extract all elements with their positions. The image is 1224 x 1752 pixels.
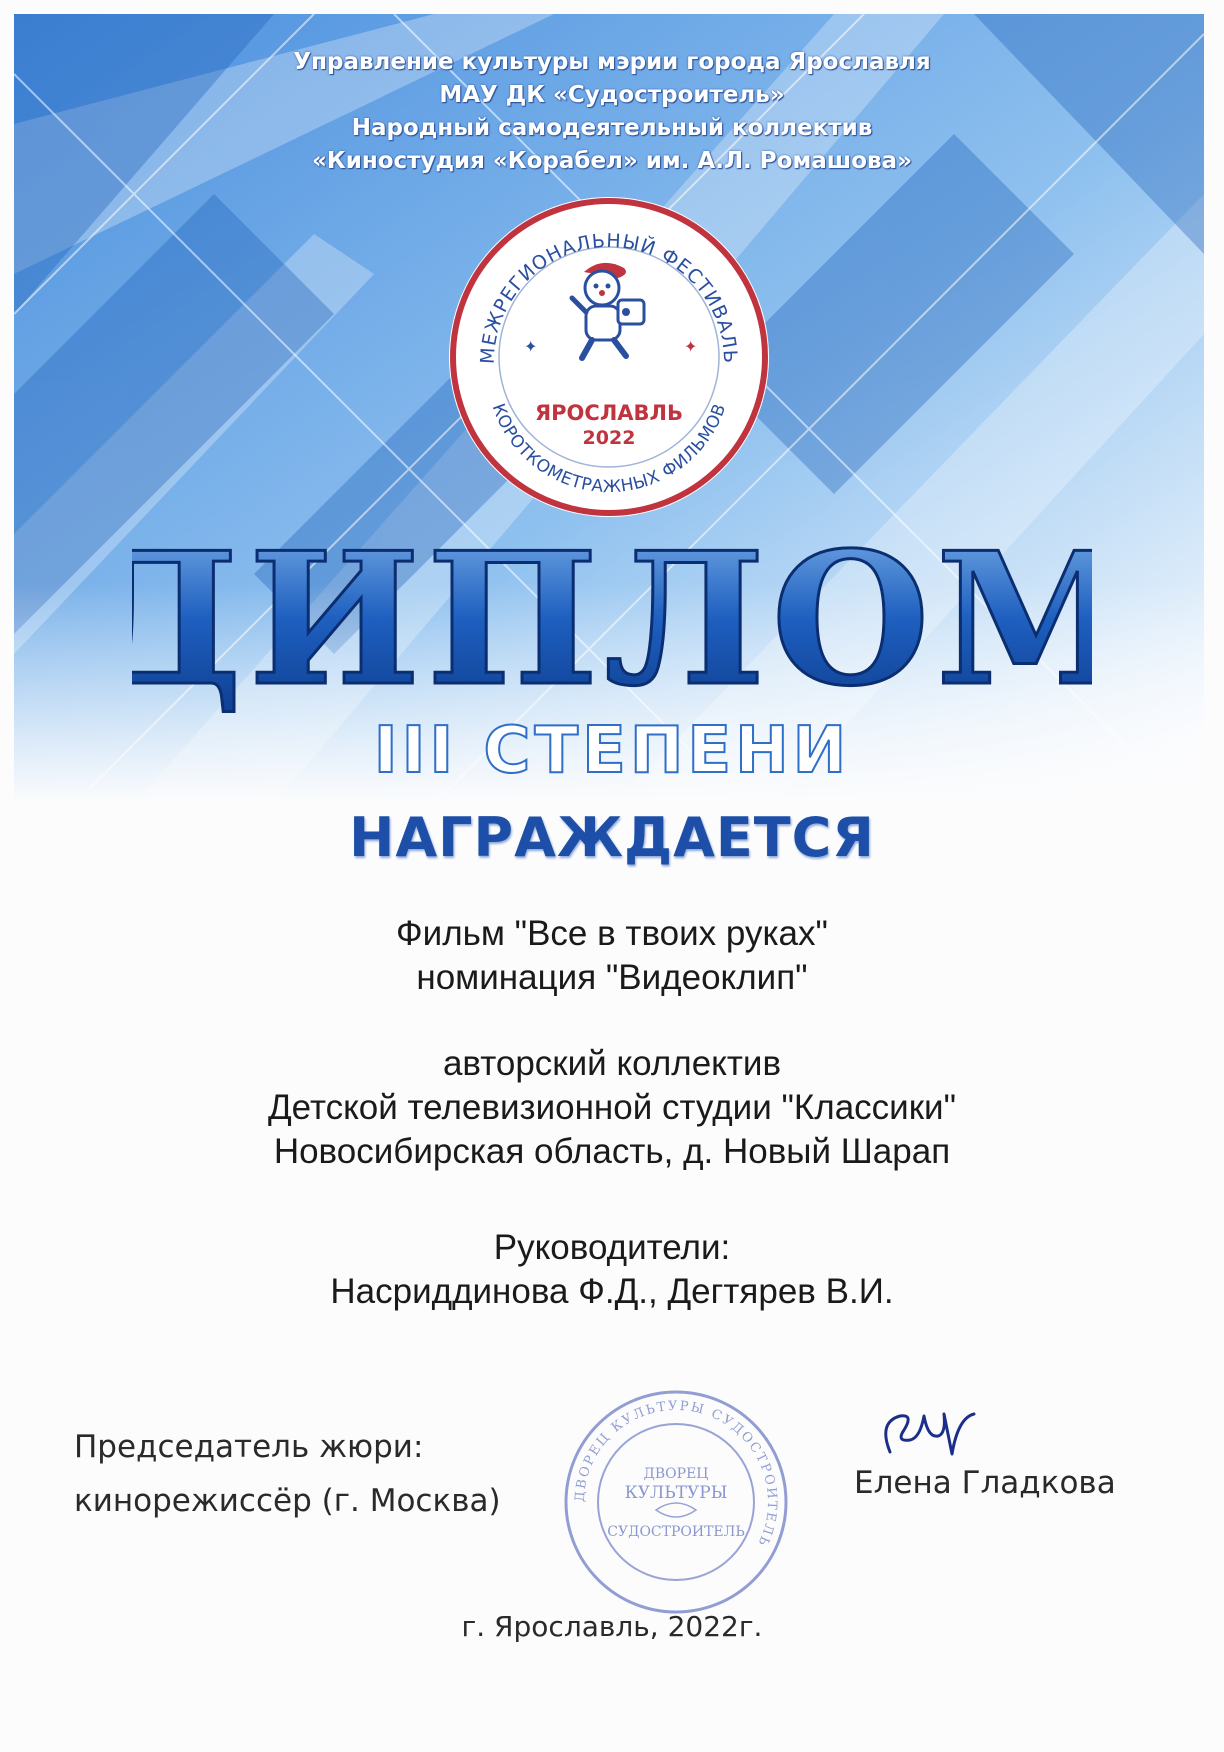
nomination: номинация "Видеоклип" xyxy=(416,958,808,997)
title-main: ДИПЛОМ xyxy=(132,515,1092,715)
organization-header xyxy=(0,46,1224,178)
film-block xyxy=(0,912,1224,1000)
stamp-center-top: ДВОРЕЦ xyxy=(643,1466,709,1482)
leaders-names: Насриддинова Ф.Д., Дегтярев В.И. xyxy=(330,1272,894,1311)
jury-role: кинорежиссёр (г. Москва) xyxy=(74,1483,501,1519)
emblem-arc-bottom: КОРОТКОМЕТРАЖНЫХ ФИЛЬМОВ xyxy=(487,401,731,498)
jury-block xyxy=(74,1420,501,1528)
emblem-year: 2022 xyxy=(582,427,636,449)
leaders-block xyxy=(0,1226,1224,1314)
org-line: «Киностудия «Корабел» им. А.Л. Ромашова» xyxy=(312,148,912,174)
team-line: авторский коллектив xyxy=(442,1044,782,1083)
leaders-label: Руководители: xyxy=(493,1228,731,1267)
org-line: МАУ ДК «Судостроитель» xyxy=(439,82,785,108)
emblem-city: ЯРОСЛАВЛЬ xyxy=(535,401,683,425)
jury-title: Председатель жюри: xyxy=(74,1429,424,1465)
emblem-arc-top: МЕЖРЕГИОНАЛЬНЫЙ ФЕСТИВАЛЬ xyxy=(476,229,742,365)
awarded-label: НАГРАЖДАЕТСЯ xyxy=(349,806,875,869)
org-line: Управление культуры мэрии города Ярославля xyxy=(293,49,931,75)
star-icon: ✦ xyxy=(684,337,698,356)
team-block xyxy=(0,1042,1224,1174)
star-icon: ✦ xyxy=(524,337,538,356)
film-title: Фильм "Все в твоих руках" xyxy=(396,914,828,953)
org-line: Народный самодеятельный коллектив xyxy=(351,115,873,141)
stamp-outer-text: ДВОРЕЦ КУЛЬТУРЫ СУДОСТРОИТЕЛЬ xyxy=(572,1398,780,1550)
degree-label: III СТЕПЕНИ xyxy=(373,714,851,788)
place-date: г. Ярославль, 2022г. xyxy=(461,1610,763,1643)
stamp-center-bottom: СУДОСТРОИТЕЛЬ xyxy=(607,1524,745,1540)
official-stamp xyxy=(560,1386,792,1618)
diploma-title xyxy=(0,515,1224,719)
team-line: Детской телевизионной студии "Классики" xyxy=(267,1088,957,1127)
stamp-center-mid: КУЛЬТУРЫ xyxy=(624,1483,728,1503)
team-line: Новосибирская область, д. Новый Шарап xyxy=(273,1132,951,1171)
festival-emblem xyxy=(444,192,774,522)
jury-name: Елена Гладкова xyxy=(854,1465,1116,1501)
